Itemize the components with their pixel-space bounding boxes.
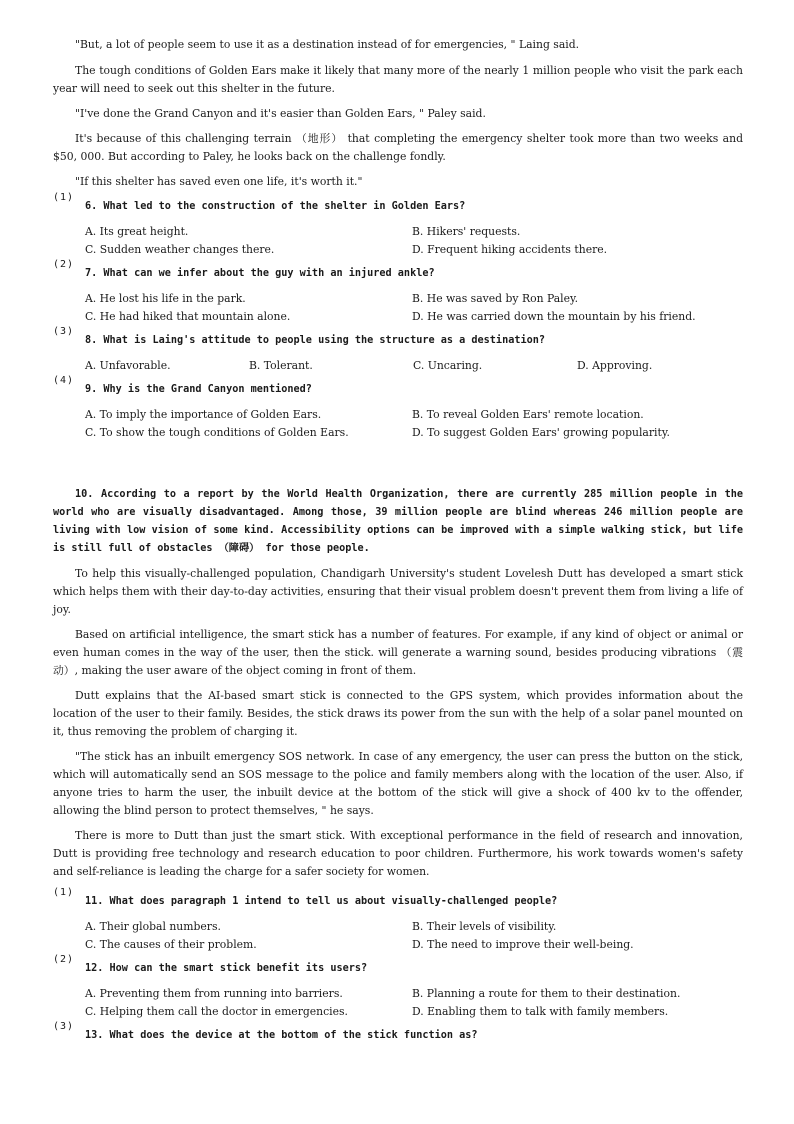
answer-option[interactable]: A. He lost his life in the park. xyxy=(85,292,246,305)
spacer xyxy=(53,448,743,486)
question xyxy=(53,326,743,375)
paragraph: Dutt explains that the AI-based smart stick is connected to the GPS system, which provides information about the location of the user to their family. Besides, the stick draws its power from the sun with the help of a solar panel mounted on it, thus removing the problem of charging it. xyxy=(53,689,743,738)
question-number: (2) xyxy=(53,259,75,270)
answer-option[interactable]: C. The causes of their problem. xyxy=(85,938,257,951)
answer-option[interactable]: C. To show the tough conditions of Golden Ears. xyxy=(85,426,349,439)
paragraph: There is more to Dutt than just the smart stick. With exceptional performance in the field of research and innovation, Dutt is providing free technology and research education to poor children. Furthermore, his work towards women's safety and self-reliance is leading the charge for a safer society for women. xyxy=(53,829,743,878)
paragraph: The tough conditions of Golden Ears make it likely that many more of the nearly 1 million people who visit the park each year will need to seek out this shelter in the future. xyxy=(53,64,743,95)
answer-option[interactable]: D. He was carried down the mountain by his friend. xyxy=(412,310,696,323)
answer-option[interactable]: A. Preventing them from running into barriers. xyxy=(85,987,343,1000)
answer-option[interactable]: B. He was saved by Ron Paley. xyxy=(412,292,579,305)
answer-option[interactable]: C. He had hiked that mountain alone. xyxy=(85,310,291,323)
answer-option[interactable]: A. To imply the importance of Golden Ears. xyxy=(85,408,322,421)
question-number: (2) xyxy=(53,954,75,965)
answer-option[interactable]: D. The need to improve their well-being. xyxy=(412,938,634,951)
question-text: 8. What is Laing's attitude to people using the structure as a destination? xyxy=(85,335,546,346)
question-number: (1) xyxy=(53,887,75,898)
question xyxy=(53,192,743,259)
answer-option[interactable]: B. To reveal Golden Ears' remote location. xyxy=(412,408,644,421)
answer-option[interactable]: C. Sudden weather changes there. xyxy=(85,243,275,256)
question xyxy=(53,954,743,1021)
paragraph: "If this shelter has saved even one life, it's worth it." xyxy=(75,175,363,188)
answer-options xyxy=(53,918,743,954)
paragraph: "But, a lot of people seem to use it as a destination instead of for emergencies, " Laing said. xyxy=(75,38,580,51)
answer-option[interactable]: B. Tolerant. xyxy=(249,359,313,372)
answer-option[interactable]: D. Frequent hiking accidents there. xyxy=(412,243,608,256)
answer-options xyxy=(53,406,743,442)
question-number: (1) xyxy=(53,192,75,203)
question xyxy=(53,375,743,442)
answer-option[interactable]: B. Their levels of visibility. xyxy=(412,920,557,933)
paragraph: To help this visually-challenged population, Chandigarh University's student Lovelesh Dutt has developed a smart stick which helps them with their day-to-day activities, ensuring that their visual problem doesn't prevent them from living a life of joy. xyxy=(53,567,743,616)
question-text: 6. What led to the construction of the shelter in Golden Ears? xyxy=(85,201,466,212)
passage-intro: 10. According to a report by the World Health Organization, there are currently 285 million people in the world who are visually disadvantaged. Among those, 39 million people are blind whereas 246 million people are living with low vision of some kind. Accessibility options can be improved with a simple walking stick, but life is still full of obstacles （障碍） for those people. xyxy=(53,489,743,554)
answer-options xyxy=(53,985,743,1021)
document-page xyxy=(53,36,743,1050)
question-text: 12. How can the smart stick benefit its users? xyxy=(85,963,368,974)
paragraph: "I've done the Grand Canyon and it's easier than Golden Ears, " Paley said. xyxy=(75,107,486,120)
answer-option[interactable]: D. To suggest Golden Ears' growing popularity. xyxy=(412,426,670,439)
answer-option[interactable]: D. Approving. xyxy=(577,359,653,372)
question-text: 9. Why is the Grand Canyon mentioned? xyxy=(85,384,312,395)
question-text: 7. What can we infer about the guy with an injured ankle? xyxy=(85,268,435,279)
question xyxy=(53,259,743,326)
paragraph: "The stick has an inbuilt emergency SOS network. In case of any emergency, the user can press the button on the stick, which will automatically send an SOS message to the police and family members along with the location of the user. Also, if anyone tries to harm the user, the inbuilt device at the bottom of the stick will give a shock of 400 kv to the offender, allowing the blind person to protect themselves, " he says. xyxy=(53,750,743,817)
answer-option[interactable]: B. Hikers' requests. xyxy=(412,225,521,238)
answer-option[interactable]: D. Enabling them to talk with family members. xyxy=(412,1005,669,1018)
question xyxy=(53,1021,743,1045)
question-text: 11. What does paragraph 1 intend to tell us about visually-challenged people? xyxy=(85,896,558,907)
paragraph: Based on artificial intelligence, the smart stick has a number of features. For example, if any kind of object or animal or even human comes in the way of the user, then the stick. will generate a warning sound, besides producing vibrations （震动）, making the user aware of the object coming in front of them. xyxy=(53,628,743,677)
answer-option[interactable]: A. Its great height. xyxy=(85,225,189,238)
answer-options xyxy=(53,357,743,375)
question xyxy=(53,887,743,954)
question-number: (3) xyxy=(53,1021,75,1032)
answer-option[interactable]: C. Uncaring. xyxy=(413,359,483,372)
answer-option[interactable]: A. Their global numbers. xyxy=(85,920,221,933)
answer-option[interactable]: B. Planning a route for them to their destination. xyxy=(412,987,681,1000)
question-number: (4) xyxy=(53,375,75,386)
answer-option[interactable]: A. Unfavorable. xyxy=(85,359,171,372)
question-text: 13. What does the device at the bottom of the stick function as? xyxy=(85,1030,478,1041)
answer-options xyxy=(53,290,743,326)
question-number: (3) xyxy=(53,326,75,337)
paragraph: It's because of this challenging terrain （地形） that completing the emergency shelter took more than two weeks and $50, 000. But according to Paley, he looks back on the challenge fondly. xyxy=(53,132,743,163)
answer-option[interactable]: C. Helping them call the doctor in emergencies. xyxy=(85,1005,348,1018)
answer-options xyxy=(53,223,743,259)
